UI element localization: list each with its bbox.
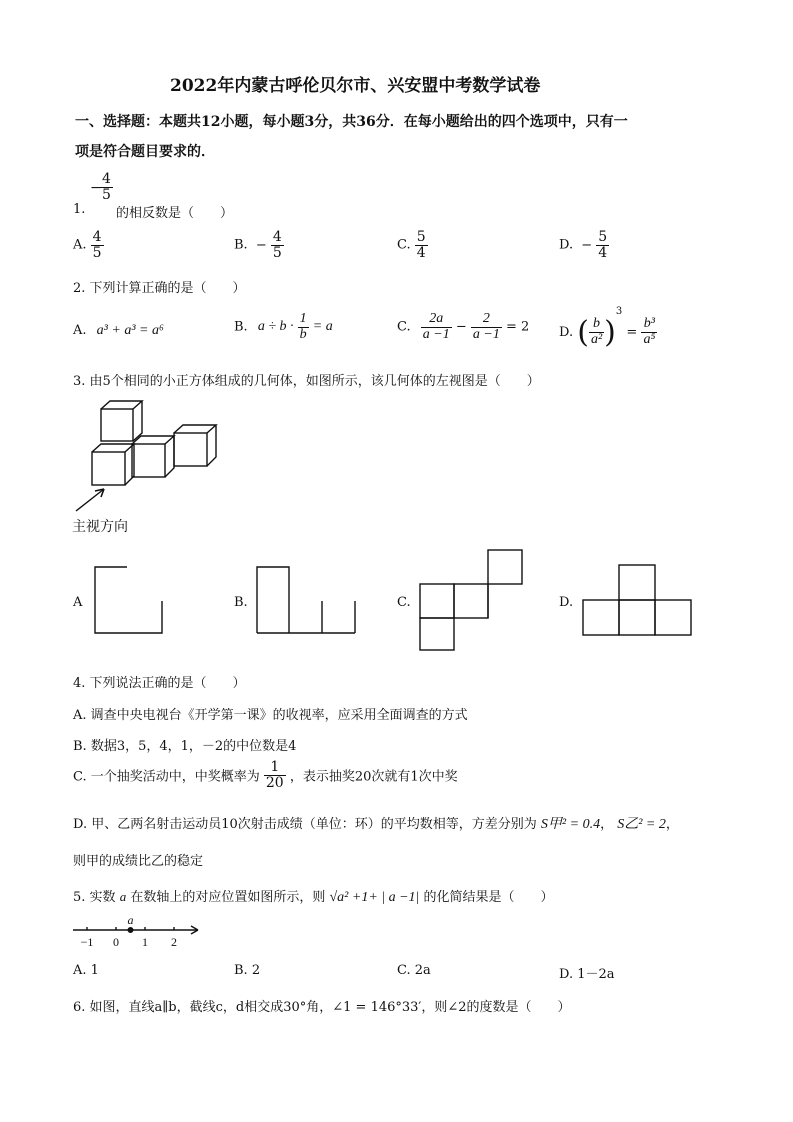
q2-opt-b-frac bbox=[298, 312, 309, 342]
q3-option-a-figure bbox=[92, 564, 166, 636]
q2-opt-d-rden: a⁵ bbox=[643, 332, 656, 347]
q2-option-b bbox=[234, 312, 333, 342]
q4-opt-c-frac bbox=[264, 760, 286, 790]
q1-option-b bbox=[234, 230, 284, 260]
q4-opt-d-s1: S甲² = 0.4 bbox=[540, 817, 601, 832]
q4-opt-c-num: 1 bbox=[264, 760, 286, 776]
q4-opt-c-post: ，表示抽奖20次就有1次中奖 bbox=[289, 769, 458, 785]
q4-stem: 4. 下列说法正确的是（ ） bbox=[73, 676, 246, 691]
q2-opt-c-num2: 2 bbox=[471, 312, 502, 328]
q2-opt-b-post: = a bbox=[312, 319, 333, 335]
q2-opt-d-eq: = bbox=[626, 325, 638, 340]
q2-opt-d-rnum: b³ bbox=[641, 317, 657, 333]
q2-opt-d-rparen: ) bbox=[604, 315, 616, 350]
q4-opt-c-den: 20 bbox=[265, 774, 284, 791]
q3-option-d-figure bbox=[580, 562, 694, 638]
q5-stem-expr: √a² +1+ | a −1| bbox=[329, 890, 420, 905]
q4-opt-c-pre: C. 一个抽奖活动中，中奖概率为 bbox=[73, 769, 260, 785]
q2-opt-b-num: 1 bbox=[299, 311, 307, 326]
q1-option-a bbox=[73, 230, 104, 260]
q2-opt-d-exp: 3 bbox=[615, 306, 623, 317]
q5-axis-tick-label: 1 bbox=[142, 935, 148, 949]
q1-option-d bbox=[559, 230, 609, 260]
q6-stem: 6. 如图，直线a∥b，截线c，d相交成30°角，∠1 = 146°33′，则∠2的度数是（ ） bbox=[73, 1000, 571, 1015]
q1-opt-b-den: 5 bbox=[272, 244, 282, 261]
q2-opt-b-den: b bbox=[299, 326, 307, 342]
q3-option-c-figure bbox=[417, 547, 525, 653]
q3-option-b-label: B. bbox=[234, 595, 248, 610]
q2-option-d bbox=[559, 306, 657, 350]
q2-option-a bbox=[73, 323, 164, 339]
q1-opt-c-num: 5 bbox=[416, 229, 426, 245]
section-header-line2: 项是符合题目要求的． bbox=[75, 144, 215, 160]
q1-opt-a-num: 4 bbox=[92, 229, 102, 245]
q5-axis-tick-label: −1 bbox=[80, 935, 94, 949]
q2-opt-d-label: D. bbox=[559, 325, 574, 340]
q1-opt-d-num: 5 bbox=[598, 229, 608, 245]
q2-opt-a-label: A. bbox=[73, 323, 87, 338]
q2-opt-c-den2: a −1 bbox=[472, 326, 500, 342]
q5-number-line bbox=[70, 915, 205, 955]
q1-opt-a-den: 5 bbox=[92, 244, 102, 261]
q4-opt-d-text: D. 甲、乙两名射击运动员10次射击成绩（单位：环）的平均数相等，方差分别为 bbox=[73, 817, 537, 832]
q2-opt-b-pre: a ÷ b · bbox=[257, 319, 294, 335]
q2-opt-c-den1: a −1 bbox=[422, 326, 450, 342]
q2-opt-c-frac1 bbox=[421, 312, 452, 342]
q2-stem: 2. 下列计算正确的是（ ） bbox=[73, 281, 246, 296]
q1-opt-b-num: 4 bbox=[272, 229, 282, 245]
q1-opt-b-label: B. bbox=[234, 237, 248, 253]
q2-opt-d-lparen: ( bbox=[577, 315, 589, 350]
exam-title: 2022年内蒙古呼伦贝尔市、兴安盟中考数学试卷 bbox=[170, 76, 541, 96]
q2-opt-d-rfrac bbox=[641, 317, 657, 347]
q2-opt-d-den: a² bbox=[590, 332, 603, 347]
section-header-line1: 一、选择题：本题共12小题，每小题3分，共36分．在每小题给出的四个选项中，只有一 bbox=[75, 114, 628, 130]
q5-point-label: a bbox=[127, 915, 134, 927]
q5-point-a bbox=[128, 928, 133, 933]
q4-opt-d-end: ， bbox=[665, 817, 679, 832]
q1-number: 1. bbox=[73, 202, 86, 217]
q3-option-d-label: D. bbox=[559, 595, 574, 610]
q1-opt-d-frac bbox=[596, 230, 609, 260]
q1-opt-c-den: 4 bbox=[416, 244, 426, 261]
q1-opt-b-frac bbox=[271, 230, 284, 260]
q2-opt-c-label: C. bbox=[397, 319, 411, 335]
q5-stem-pre: 5. 实数 bbox=[73, 890, 116, 905]
q2-opt-c-minus: − bbox=[455, 319, 467, 335]
q1-fraction bbox=[100, 172, 113, 202]
q5-option-b: B. 2 bbox=[234, 963, 261, 978]
q2-opt-d-frac bbox=[589, 317, 604, 347]
q1-option-c bbox=[397, 230, 428, 260]
q5-option-a: A. 1 bbox=[73, 963, 99, 978]
q3-option-c-label: C. bbox=[397, 595, 411, 610]
q1-opt-b-sign: − bbox=[255, 237, 267, 253]
q3-option-b-figure bbox=[254, 564, 358, 636]
q3-view-direction-label: 主视方向 bbox=[72, 519, 128, 535]
q4-opt-d-mid: ， bbox=[600, 817, 614, 832]
q5-option-c: C. 2a bbox=[397, 963, 431, 978]
q3-stem: 3. 由5个相同的小正方体组成的几何体，如图所示，该几何体的左视图是（ ） bbox=[73, 374, 540, 389]
q5-stem-mid: 在数轴上的对应位置如图所示，则 bbox=[130, 890, 326, 905]
q3-solid-figure bbox=[70, 395, 230, 525]
q1-opt-c-frac bbox=[415, 230, 428, 260]
q5-axis-tick-label: 0 bbox=[113, 935, 119, 949]
q2-opt-c-num1: 2a bbox=[421, 312, 452, 328]
q4-option-a: A. 调查中央电视台《开学第一课》的收视率，应采用全面调查的方式 bbox=[73, 708, 468, 723]
q1-frac-num: 4 bbox=[102, 171, 111, 187]
q2-opt-d-num: b bbox=[589, 317, 604, 333]
q5-stem bbox=[73, 886, 554, 906]
q5-axis-tick-label: 2 bbox=[171, 935, 177, 949]
q1-opt-c-label: C. bbox=[397, 237, 411, 253]
q1-sign: − bbox=[90, 180, 102, 196]
q4-opt-d-s2: S乙² = 2 bbox=[617, 817, 666, 832]
q1-opt-a-frac bbox=[91, 230, 104, 260]
q4-option-d-line2: 则甲的成绩比乙的稳定 bbox=[73, 854, 204, 869]
q4-option-c bbox=[73, 760, 458, 790]
q4-option-d-line1 bbox=[73, 813, 679, 833]
q1-opt-d-label: D. bbox=[559, 237, 574, 253]
q2-option-c bbox=[397, 312, 529, 342]
q4-option-b: B. 数据3，5，4，1，－2的中位数是4 bbox=[73, 739, 297, 754]
q2-opt-b-label: B. bbox=[234, 319, 248, 335]
q2-opt-c-frac2 bbox=[471, 312, 502, 342]
q2-opt-a-expr: a³ + a³ = a⁶ bbox=[96, 323, 164, 338]
q1-opt-d-den: 4 bbox=[598, 244, 608, 261]
q5-stem-post: 的化简结果是（ ） bbox=[423, 890, 554, 905]
q3-option-a-label: A bbox=[73, 595, 83, 610]
q2-opt-c-post: = 2 bbox=[506, 319, 530, 335]
q1-frac-den: 5 bbox=[102, 186, 111, 203]
q5-option-d: D. 1－2a bbox=[559, 967, 615, 982]
q5-stem-var: a bbox=[119, 889, 127, 904]
q1-opt-a-label: A. bbox=[73, 237, 87, 253]
q1-stem: 的相反数是（ ） bbox=[116, 206, 234, 221]
q1-opt-d-sign: − bbox=[581, 237, 593, 253]
